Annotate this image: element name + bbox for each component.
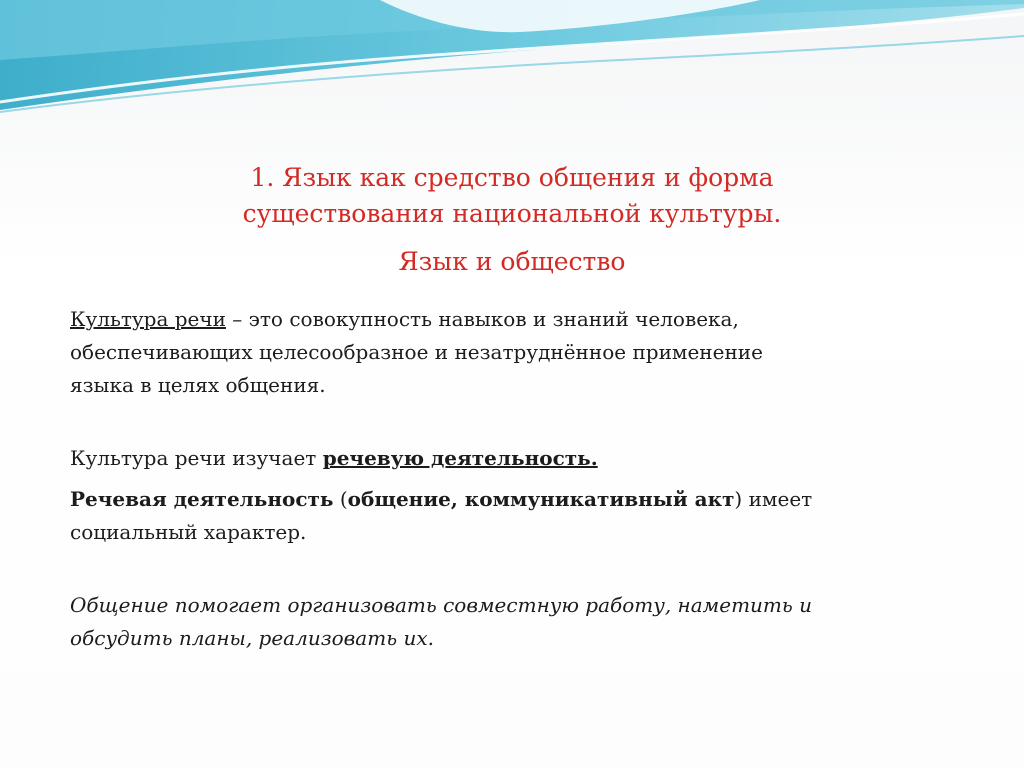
- speech-activity-term: Речевая деятельность: [70, 487, 334, 511]
- studies-paragraph: [70, 442, 970, 475]
- definition-term: Культура речи: [70, 307, 226, 331]
- communication-paragraph: [70, 589, 970, 655]
- definition-text-2: обеспечивающих целесообразное и незатруднённое применение: [70, 340, 763, 364]
- definition-text-1: – это совокупность навыков и знаний человека,: [225, 307, 739, 331]
- subtitle: Язык и общество: [398, 247, 626, 276]
- slide-body: [70, 303, 970, 655]
- speech-activity-paragraph: [70, 483, 970, 549]
- communication-text-2: обсудить планы, реализовать их.: [70, 626, 434, 650]
- title-line-1: 1. Язык как средство общения и форма: [250, 163, 774, 192]
- studies-term: речевую деятельность.: [322, 446, 598, 470]
- studies-prefix: Культура речи изучает: [70, 446, 323, 470]
- definition-text-3: языка в целях общения.: [70, 373, 326, 397]
- paren-open: (: [333, 487, 348, 511]
- title-block: [0, 160, 1024, 280]
- definition-paragraph: [70, 303, 970, 402]
- communication-text-1: Общение помогает организовать совместную работу, наметить и: [70, 593, 813, 617]
- speech-activity-text-1: имеет: [742, 487, 813, 511]
- paren-close: ): [734, 487, 743, 511]
- speech-activity-text-2: социальный характер.: [70, 520, 307, 544]
- wave-decoration: [0, 0, 1024, 130]
- speech-activity-paren: общение, коммуникативный акт: [347, 487, 735, 511]
- title-line-2: существования национальной культуры.: [242, 199, 782, 228]
